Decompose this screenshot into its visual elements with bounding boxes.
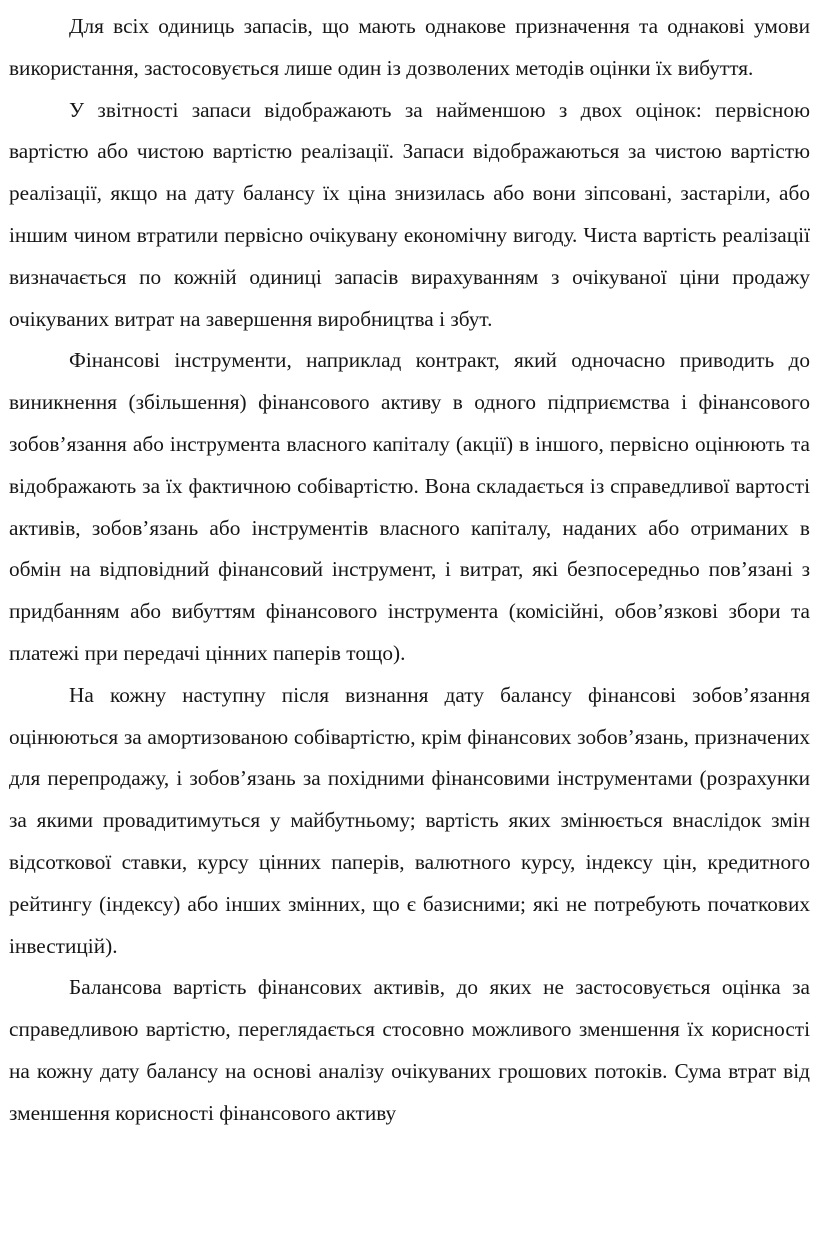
paragraph-inventory-methods: Для всіх одиниць запасів, що мають однакове призначення та однакові умови використання, застосовується лише один із дозволених методів оцінки їх вибуття. — [9, 14, 810, 80]
paragraph-inventory-reporting: У звітності запаси відображають за найменшою з двох оцінок: первісною вартістю або чистою вартістю реалізації. Запаси відображаються за чистою вартістю реалізації, якщо на дату балансу їх ціна знизилась або вони зіпсовані, застаріли, або іншим чином втратили первісно очікувану економічну вигоду. Чиста вартість реалізації визначається по кожній одиниці запасів вирахуванням з очікуваної ціни продажу очікуваних витрат на завершення виробництва і збут. — [9, 97, 810, 331]
paragraph-financial-liabilities: На кожну наступну після визнання дату балансу фінансові зобов’язання оцінюються за амортизованою собівартістю, крім фінансових зобов’язань, призначених для перепродажу, і зобов’язань за похідними фінансовими інструментами (розрахунки за якими провадитимуться у майбутньому; вартість яких змінюється внаслідок змін відсоткової ставки, курсу цінних паперів, валютного курсу, індексу цін, кредитного рейтингу (індексу) або інших змінних, що є базисними; які не потребують початкових інвестицій). — [9, 682, 810, 958]
paragraph-financial-instruments: Фінансові інструменти, наприклад контракт, який одночасно приводить до виникнення (збільшення) фінансового активу в одного підприємства і фінансового зобов’язання або інструмента власного капіталу (акції) в іншого, первісно оцінюють та відображають за їх фактичною собівартістю. Вона складається із справедливої вартості активів, зобов’язань або інструментів власного капіталу, наданих або отриманих в обмін на відповідний фінансовий інструмент, і витрат, які безпосередньо пов’язані з придбанням або вибуттям фінансового інструмента (комісійні, обов’язкові збори та платежі при передачі цінних паперів тощо). — [9, 348, 810, 665]
paragraph-financial-assets: Балансова вартість фінансових активів, до яких не застосовується оцінка за справедливою вартістю, переглядається стосовно можливого зменшення їх корисності на кожну дату балансу на основі аналізу очікуваних грошових потоків. Сума втрат від зменшення корисності фінансового активу — [9, 975, 810, 1125]
